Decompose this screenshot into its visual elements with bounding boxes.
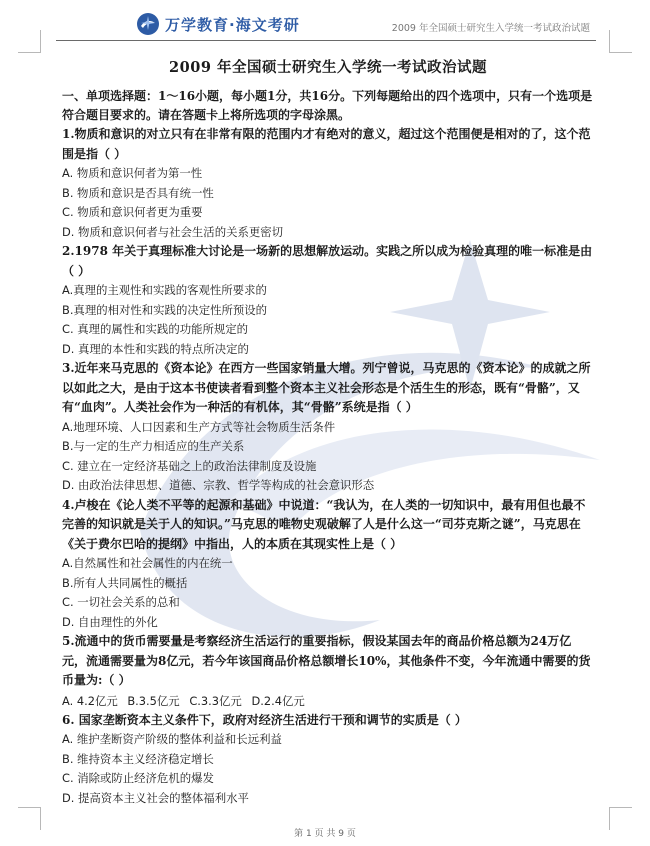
brand-logo [136, 12, 300, 36]
document-title: 2009 年全国硕士研究生入学统一考试政治试题 [169, 59, 487, 76]
option-b: B.与一定的生产力相适应的生产关系 [62, 439, 245, 453]
question-stem: 2.1978 年关于真理标准大讨论是一场新的思想解放运动。实践之所以成为检验真理的唯一标准是由（ ） [62, 244, 593, 278]
option-c: C. 真理的属性和实践的功能所规定的 [62, 322, 249, 336]
option-b: B. 维持资本主义经济稳定增长 [62, 751, 214, 766]
option-c: C. 建立在一定经济基础之上的政治法律制度及设施 [62, 458, 317, 473]
question-1 [62, 125, 594, 242]
question-stem: 3.近年来马克思的《资本论》在西方一些国家销量大增。列宁曾说，马克思的《资本论》的成就之所以如此之大，是由于这本书使读者看到整个资本主义社会形态是个活生生的形态，既有“骨骼”，又有“血肉”。人类社会作为一种活的有机体，其“骨骼”系统是指（ ） [62, 361, 591, 414]
question-4 [62, 496, 594, 633]
option-b: B. 物质和意识是否具有统一性 [62, 185, 214, 200]
crop-mark-top-right [609, 30, 632, 53]
option-b: B.真理的相对性和实践的决定性所预设的 [62, 302, 268, 317]
option-d: D. 真理的本性和实践的特点所决定的 [62, 341, 249, 356]
option-c: C. 一切社会关系的总和 [62, 595, 180, 609]
question-2 [62, 242, 594, 359]
question-stem: 5.流通中的货币需要量是考察经济生活运行的重要指标，假设某国去年的商品价格总额为24万亿元，流通需要量为8亿元，若今年该国商品价格总额增长10%，其他条件不变，今年流通中需要的货币量为:（ ） [62, 634, 591, 687]
option-d: D. 物质和意识何者与社会生活的关系更密切 [62, 224, 284, 239]
option-d: D. 由政治法律思想、道德、宗教、哲学等构成的社会意识形态 [62, 478, 375, 492]
question-stem: 1.物质和意识的对立只有在非常有限的范围内才有绝对的意义，超过这个范围便是相对的了，这个范围是指（ ） [62, 127, 591, 161]
header-document-title: 2009 年全国硕士研究生入学统一考试政治试题 [391, 23, 590, 34]
option-a: A. 维护垄断资产阶级的整体利益和长远利益 [62, 732, 282, 746]
options-row [62, 691, 594, 711]
option-c: C. 物质和意识何者更为重要 [62, 205, 203, 219]
crop-mark-top-left [18, 30, 41, 53]
option-c: C. 消除或防止经济危机的爆发 [62, 771, 214, 785]
page-number: 第 1 页 共 9 页 [294, 829, 356, 839]
option-a: A. 4.2亿元 [62, 693, 118, 708]
page-header [56, 10, 596, 41]
section-instructions: 一、单项选择题：1～16小题，每小题1分，共16分。下列每题给出的四个选项中，只有一个选项是符合题目要求的。请在答题卡上将所选项的字母涂黑。 [62, 89, 593, 122]
option-d: D. 提高资本主义社会的整体福利水平 [62, 790, 249, 805]
document-body [62, 54, 594, 808]
logo-text: 万学教育·海文考研 [165, 15, 300, 34]
question-stem: 4.卢梭在《论人类不平等的起源和基础》中说道：“我认为，在人类的一切知识中，最有用但也最不完善的知识就是关于人的知识。”马克思的唯物史观破解了人是什么这一“司芬克斯之谜”，马克思在《关于费尔巴哈的提纲》中指出，人的本质在其现实性上是（ ） [62, 497, 586, 551]
option-a: A.真理的主观性和实践的客观性所要求的 [62, 283, 267, 297]
option-a: A. 物质和意识何者为第一性 [62, 166, 203, 180]
question-stem: 6. 国家垄断资本主义条件下，政府对经济生活进行干预和调节的实质是（ ） [62, 712, 467, 727]
question-5 [62, 632, 594, 711]
option-b: B.3.5亿元 [127, 693, 180, 708]
option-a: A.地理环境、人口因素和生产方式等社会物质生活条件 [62, 419, 336, 434]
question-3 [62, 359, 594, 496]
option-d: D. 自由理性的外化 [62, 614, 158, 629]
option-b: B.所有人共同属性的概括 [62, 575, 188, 590]
question-6 [62, 711, 594, 809]
option-a: A.自然属性和社会属性的内在统一 [62, 556, 233, 570]
option-d: D.2.4亿元 [251, 693, 305, 708]
option-c: C.3.3亿元 [189, 693, 242, 708]
logo-icon [136, 12, 160, 36]
